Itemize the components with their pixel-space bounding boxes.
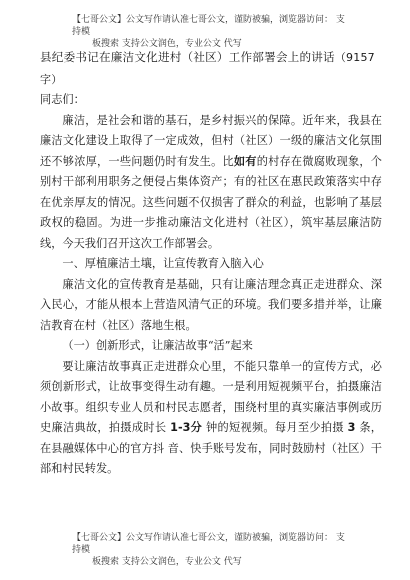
document-title: [40, 47, 382, 90]
header-banner-line-1: 【七哥公文】公文写作请认准七哥公文，谨防被骗，浏览器访问： 支持模: [72, 15, 345, 37]
paragraph-intro: [40, 111, 382, 255]
paragraph-intro-bold: 如有: [233, 154, 257, 168]
para3-text-e: 条，在县融媒体中心的官方抖 音、快手账号发布，同时鼓励村（社区）干部和村民转发。: [40, 421, 382, 475]
paragraph-section-1: 廉洁文化的宣传教育是基础，只有让廉洁理念真正走进群众、深入民心，才能从根本上营造风清气正的环境。我们要多措并举，让廉洁教育在村（社区）落地生根。: [40, 277, 382, 332]
section-heading-1: 一、厚植廉洁土壤，让宣传教育入脑入心: [62, 257, 264, 270]
title-text: 县纪委书记在廉洁文化进村（社区）工作部署会上的讲话: [40, 50, 335, 64]
para3-minute-char: 分: [190, 421, 203, 434]
salutation: 同志们：: [40, 93, 85, 106]
paragraph-intro-rest: 的村存在微腐败现象，个别村干部利用职务之便侵占集体资产；有的社区在惠民政策落实中存在优亲厚友的情况。这些问题不仅损害了群众的利益，也影响了基层政权的稳固。为进一步推动廉洁文化进村（社区），筑牢基层廉洁防线，今天我们召开这次工作部署会。: [40, 154, 382, 250]
paragraph-subsection-1: [40, 357, 382, 480]
document-body: [40, 47, 382, 480]
header-banner-line-2: 板搜索 支持公文润色，专业公文 代写: [92, 39, 242, 49]
para3-duration-number: 1-3: [170, 421, 191, 434]
word-count: （9157 字）: [40, 51, 375, 86]
para3-text-a: 要让廉洁故事真正走进群众心里，不能只靠单一的宣传方式，必须创新形式，让故事变得生动有趣。一是利用短视频平台，拍摄廉洁小故事。组织专业人员和村民志愿者，围绕村里的真实廉洁事例或历史廉洁典故，拍摄成时长: [40, 359, 382, 434]
para3-text-c: 钟的短视频。每月至少拍摄: [202, 421, 348, 434]
para3-count-number: 3: [347, 421, 356, 434]
subheading-1: （一）创新形式，让廉洁故事“活”起来: [62, 339, 253, 352]
paragraph-intro-text: 廉洁，是社会和谐的基石，是乡村振兴的保障。近年来，我县在廉洁文化建设上取得了一定成效，但村（社区）一级的廉洁文化氛围还不够浓厚，一些问题仍时有发生。比: [40, 113, 382, 168]
footer-banner-line-2: 板搜索 支持公文润色，专业公文 代写: [92, 557, 242, 567]
footer-watermark-banner: [72, 532, 352, 568]
footer-banner-line-1: 【七哥公文】公文写作请认准七哥公文，谨防被骗，浏览器访问： 支持模: [72, 533, 345, 555]
header-watermark-banner: [72, 14, 352, 50]
